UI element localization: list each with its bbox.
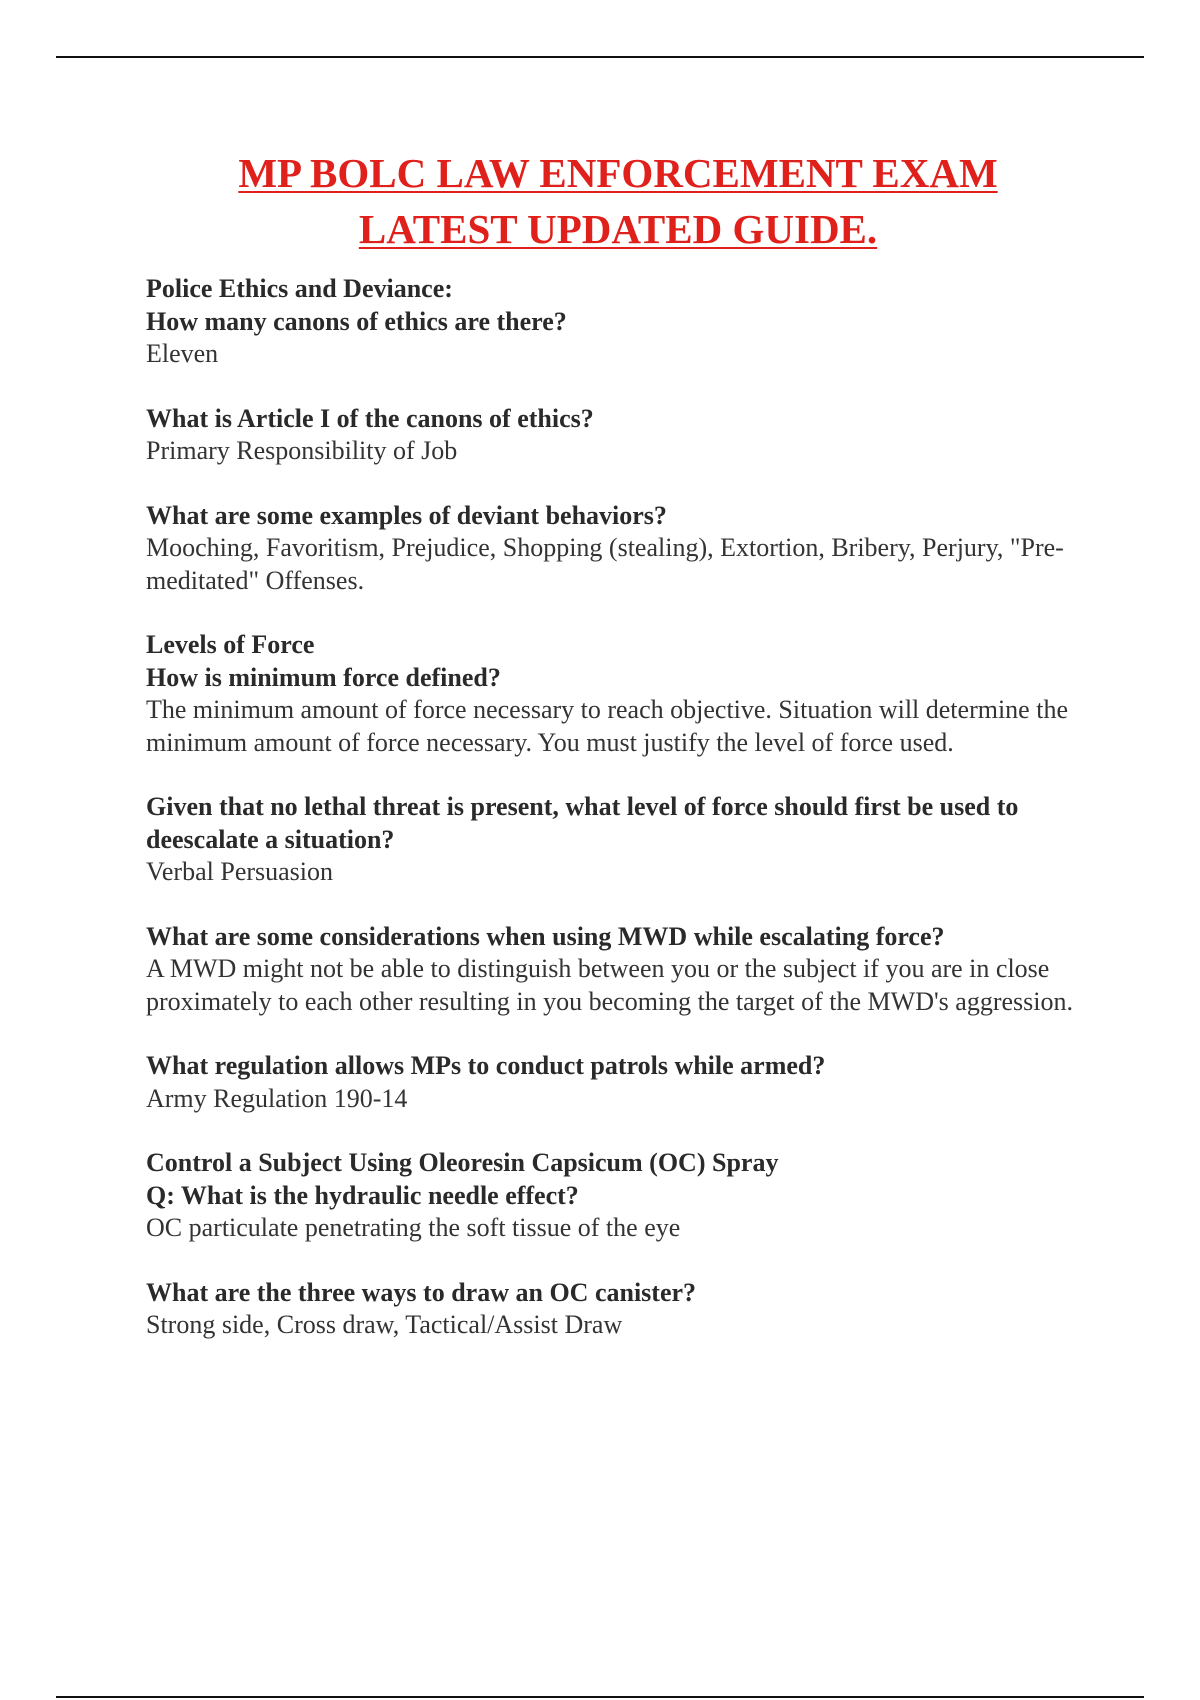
section-heading: Police Ethics and Deviance: (146, 274, 453, 303)
answer: OC particulate penetrating the soft tissue of the eye (146, 1213, 681, 1242)
qa-block (146, 1147, 1096, 1245)
question: Given that no lethal threat is present, what level of force should first be used to deescalate a situation? (146, 792, 1019, 854)
page-title-line-2: LATEST UPDATED GUIDE. (358, 206, 878, 252)
qa-block (146, 403, 1096, 468)
question: What are the three ways to draw an OC canister? (146, 1277, 697, 1307)
header-rule (56, 56, 1144, 58)
page-title (0, 145, 1200, 257)
qa-block (146, 791, 1096, 889)
footer-rule (56, 1696, 1144, 1698)
qa-block (146, 629, 1096, 759)
question: What are some considerations when using MWD while escalating force? (146, 921, 945, 951)
answer: Strong side, Cross draw, Tactical/Assist Draw (146, 1310, 623, 1339)
answer: Army Regulation 190-14 (146, 1083, 408, 1113)
section-heading: Control a Subject Using Oleoresin Capsicum (OC) Spray (146, 1148, 779, 1177)
answer: Eleven (146, 339, 219, 368)
question: What is Article I of the canons of ethics? (146, 403, 594, 433)
answer: Primary Responsibility of Job (146, 436, 458, 465)
qa-block (146, 273, 1096, 371)
question: How many canons of ethics are there? (146, 306, 567, 336)
question: What are some examples of deviant behaviors? (146, 500, 667, 530)
answer: A MWD might not be able to distinguish between you or the subject if you are in close proximately to each other resulting in you becoming the target of the MWD's aggression. (146, 954, 1073, 1016)
section-heading: Levels of Force (146, 630, 315, 659)
question: How is minimum force defined? (146, 662, 501, 692)
qa-block (146, 1277, 1096, 1342)
qa-block (146, 500, 1096, 598)
qa-content (146, 273, 1096, 1374)
qa-block (146, 1050, 1096, 1115)
answer: Mooching, Favoritism, Prejudice, Shopping (stealing), Extortion, Bribery, Perjury, "Pre-meditated" Offenses. (146, 533, 1064, 595)
answer: The minimum amount of force necessary to reach objective. Situation will determine the minimum amount of force necessary. You must justify the level of force used. (146, 695, 1068, 757)
page-title-line-1: MP BOLC LAW ENFORCEMENT EXAM (238, 150, 998, 196)
answer: Verbal Persuasion (146, 857, 334, 886)
question: What regulation allows MPs to conduct patrols while armed? (146, 1051, 826, 1080)
question: Q: What is the hydraulic needle effect? (146, 1180, 579, 1210)
qa-block (146, 921, 1096, 1019)
